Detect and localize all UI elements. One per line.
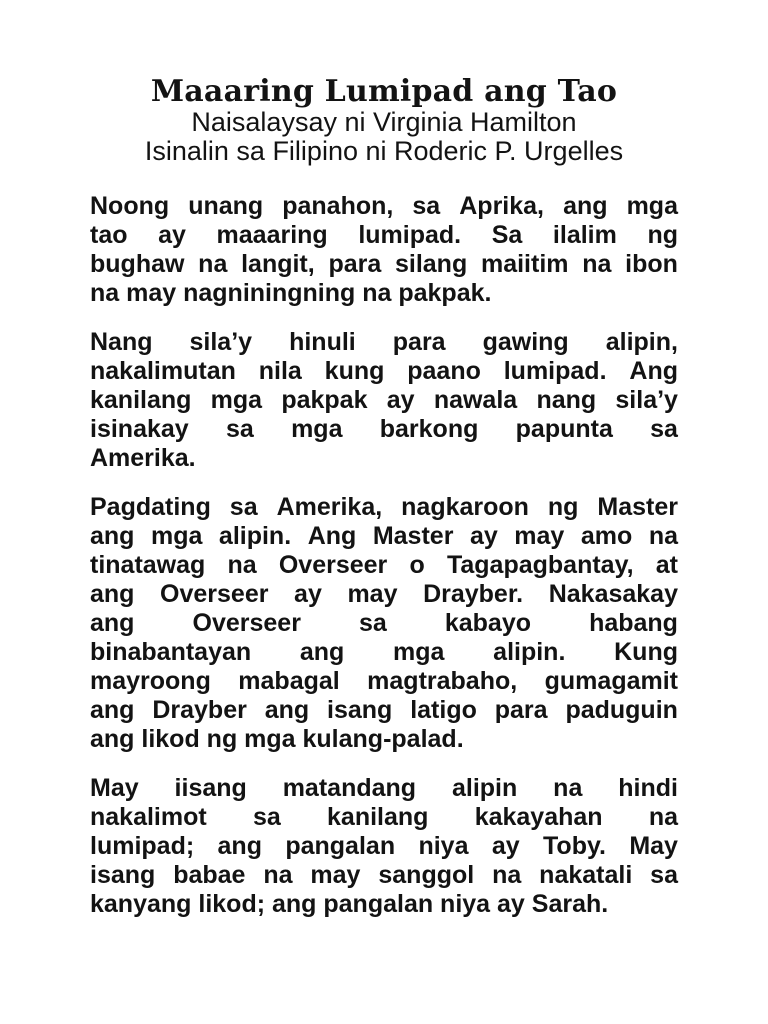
- text-line: ang Overseer ay may Drayber. Nakasakay: [90, 580, 678, 608]
- text-line: Pagdating sa Amerika, nagkaroon ng Master: [90, 493, 678, 521]
- text-line: nakalimot sa kanilang kakayahan na: [90, 803, 678, 831]
- text-line: Noong unang panahon, sa Aprika, ang mga: [90, 192, 678, 220]
- text-line: ang likod ng mga kulang-palad.: [90, 725, 464, 753]
- narrator-byline: Naisalaysay ni Virginia Hamilton: [191, 107, 577, 137]
- text-line: tao ay maaaring lumipad. Sa ilalim ng: [90, 221, 678, 249]
- document-body: [90, 192, 678, 919]
- text-line: Amerika.: [90, 444, 196, 472]
- text-line: ang mga alipin. Ang Master ay may amo na: [90, 522, 678, 550]
- paragraph: [90, 493, 678, 754]
- text-line: nakalimutan nila kung paano lumipad. Ang: [90, 357, 678, 385]
- text-line: bughaw na langit, para silang maiitim na ibon: [90, 250, 678, 278]
- text-line: kanyang likod; ang pangalan niya ay Sarah.: [90, 890, 609, 918]
- text-line: binabantayan ang mga alipin. Kung: [90, 638, 678, 666]
- text-line: Nang sila’y hinuli para gawing alipin,: [90, 328, 678, 356]
- document-title: Maaaring Lumipad ang Tao: [150, 74, 618, 109]
- paragraph: [90, 192, 678, 308]
- byline-block: [90, 108, 678, 166]
- text-line: ang Drayber ang isang latigo para paduguin: [90, 696, 678, 724]
- text-line: na may nagniningning na pakpak.: [90, 279, 492, 307]
- translator-byline: Isinalin sa Filipino ni Roderic P. Urgelles: [144, 136, 624, 166]
- paragraph: [90, 328, 678, 473]
- text-line: mayroong mabagal magtrabaho, gumagamit: [90, 667, 678, 695]
- text-line: kanilang mga pakpak ay nawala nang sila’y: [90, 386, 678, 414]
- text-line: isinakay sa mga barkong papunta sa: [90, 415, 678, 443]
- text-line: isang babae na may sanggol na nakatali sa: [90, 861, 678, 889]
- text-line: ang Overseer sa kabayo habang: [90, 609, 678, 637]
- paragraph: [90, 774, 678, 919]
- text-line: lumipad; ang pangalan niya ay Toby. May: [90, 832, 678, 860]
- text-line: tinatawag na Overseer o Tagapagbantay, at: [90, 551, 678, 579]
- text-line: May iisang matandang alipin na hindi: [90, 774, 678, 802]
